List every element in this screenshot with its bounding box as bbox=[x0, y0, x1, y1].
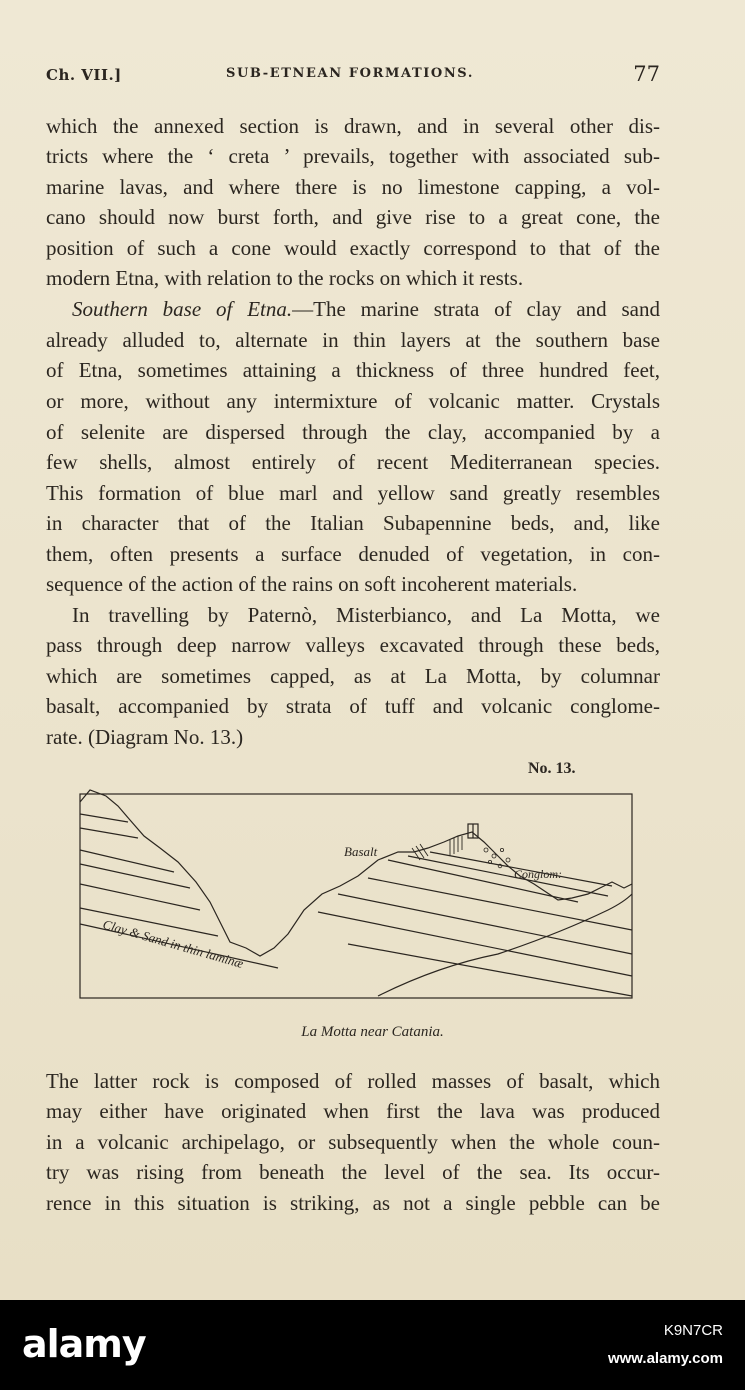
text-line: them, often presents a surface denuded of vegetation, in con- bbox=[46, 542, 660, 566]
text-line: of Etna, sometimes attaining a thickness of three hundred feet, bbox=[46, 358, 660, 382]
text-line: sequence of the action of the rains on soft incoherent materials. bbox=[46, 572, 578, 596]
chapter-label: Ch. VII.] bbox=[46, 66, 122, 84]
basin-curve bbox=[378, 894, 632, 996]
text-line: pass through deep narrow valleys excavated through these beds, bbox=[46, 633, 660, 657]
text-line: In travelling by Paternò, Misterbianco, and La Motta, we bbox=[72, 603, 660, 627]
text-line: marine lavas, and where there is no limestone capping, a vol- bbox=[46, 175, 660, 199]
text-line: in a volcanic archipelago, or subsequently when the whole coun- bbox=[46, 1130, 660, 1154]
text-line: already alluded to, alternate in thin layers at the southern base bbox=[46, 328, 660, 352]
page-number: 77 bbox=[633, 62, 660, 86]
geological-section-diagram bbox=[78, 784, 638, 1004]
diagram-caption: La Motta near Catania. bbox=[301, 1024, 444, 1040]
label-clay-sand: Clay & Sand in thin laminæ bbox=[101, 916, 246, 972]
watermark-footer bbox=[0, 1300, 745, 1390]
text-line: in character that of the Italian Subapennine beds, and, like bbox=[46, 511, 660, 535]
running-title: SUB-ETNEAN FORMATIONS. bbox=[226, 66, 474, 81]
text-line: This formation of blue marl and yellow sand greatly resembles bbox=[46, 481, 660, 505]
text-line: or more, without any intermixture of volcanic matter. Crystals bbox=[46, 389, 660, 413]
brand-logo: alamy bbox=[22, 1322, 146, 1366]
text-line: few shells, almost entirely of recent Mediterranean species. bbox=[46, 450, 660, 474]
label-basalt: Basalt bbox=[344, 844, 378, 859]
text-line: rate. (Diagram No. 13.) bbox=[46, 725, 244, 749]
text-line: cano should now burst forth, and give rise to a great cone, the bbox=[46, 205, 660, 229]
text-line: try was rising from beneath the level of the sea. Its occur- bbox=[46, 1160, 660, 1184]
text-line: The latter rock is composed of rolled masses of basalt, which bbox=[46, 1069, 660, 1093]
text-fragment: —The marine strata of clay and sand bbox=[292, 297, 660, 321]
text-line: may either have originated when first the lava was produced bbox=[46, 1099, 660, 1123]
text-line: of selenite are dispersed through the clay, accompanied by a bbox=[46, 420, 660, 444]
text-line: tricts where the ‘ creta ’ prevails, together with associated sub- bbox=[46, 144, 660, 168]
text-line: rence in this situation is striking, as not a single pebble can be bbox=[46, 1191, 660, 1215]
text-line: which the annexed section is drawn, and in several other dis- bbox=[46, 114, 660, 138]
section-first-line bbox=[46, 296, 660, 322]
running-header bbox=[46, 62, 660, 88]
section-heading: Southern base of Etna. bbox=[72, 297, 293, 321]
text-line: position of such a cone would exactly correspond to that of the bbox=[46, 236, 660, 260]
text-line: modern Etna, with relation to the rocks on which it rests. bbox=[46, 266, 524, 290]
text-line: basalt, accompanied by strata of tuff and volcanic conglome- bbox=[46, 694, 660, 718]
text-line: which are sometimes capped, as at La Motta, by columnar bbox=[46, 664, 660, 688]
label-conglomerate: Conglom: bbox=[514, 867, 562, 881]
image-id: K9N7CR bbox=[663, 1322, 723, 1339]
diagram-number: No. 13. bbox=[528, 760, 576, 777]
source-url: www.alamy.com bbox=[607, 1350, 723, 1367]
